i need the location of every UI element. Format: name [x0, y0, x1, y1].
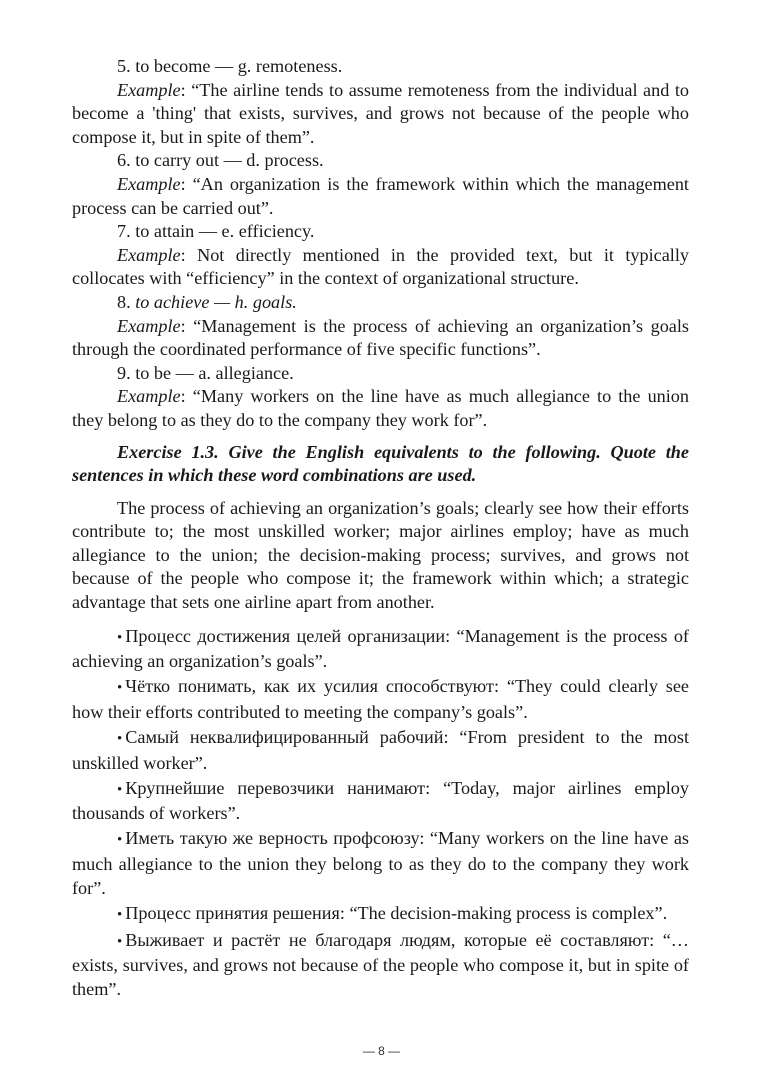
list-item-text: Самый неквалифицированный рабочий: “From president to the most unskilled worker”. — [72, 727, 689, 773]
example-6 — [72, 173, 689, 220]
list-item-text: Иметь такую же верность профсоюзу: “Many workers on the line have as much allegiance to the union they belong to as they do to the company they work for”. — [72, 828, 689, 898]
example-9 — [72, 385, 689, 432]
list-item — [72, 726, 689, 775]
list-item — [72, 675, 689, 724]
example-text: : Not directly mentioned in the provided text, but it typically collocates with “efficiency” in the context of organizational structure. — [72, 244, 689, 289]
example-label: Example — [117, 244, 181, 265]
exercise-heading: Exercise 1.3. Give the English equivalents to the following. Quote the sentences in which these word combinations are used. — [72, 441, 689, 486]
page-content — [72, 55, 689, 1003]
pair-9: 9. to be — a. allegiance. — [117, 362, 294, 383]
example-label: Example — [117, 386, 181, 407]
bullet-icon: • — [117, 781, 123, 798]
pair-5: 5. to become — g. remoteness. — [117, 56, 343, 76]
bullet-icon: • — [117, 731, 123, 748]
bullet-icon: • — [117, 832, 123, 849]
list-item-text: Процесс принятия решения: “The decision-making process is complex”. — [125, 902, 668, 923]
list-item — [72, 902, 689, 928]
page-number: — 8 — — [362, 1044, 401, 1058]
list-item — [72, 827, 689, 900]
example-label: Example — [117, 315, 181, 336]
example-text: : “An organization is the framework within which the management process can be carried out”. — [72, 173, 689, 218]
list-item — [72, 929, 689, 1002]
pair-italic-text: to achieve — h. goals. — [135, 291, 297, 312]
bullet-icon: • — [117, 680, 123, 697]
example-7 — [72, 244, 689, 291]
example-8 — [72, 315, 689, 362]
list-item-text: Процесс достижения целей организации: “Management is the process of achieving an organization’s goals”. — [72, 625, 689, 672]
list-item — [72, 625, 689, 674]
bullet-icon: • — [117, 629, 123, 646]
list-item-text: Чётко понимать, как их усилия способствуют: “They could clearly see how their efforts contributed to meeting the company’s goals”. — [72, 676, 689, 722]
list-item-text: Крупнейшие перевозчики нанимают: “Today, major airlines employ thousands of workers”. — [72, 777, 689, 824]
list-item — [72, 777, 689, 826]
example-5 — [72, 79, 689, 150]
pair-8 — [72, 291, 689, 315]
bullet-icon: • — [117, 933, 123, 950]
pair-7: 7. to attain — e. efficiency. — [117, 221, 315, 242]
bullet-icon: • — [117, 906, 123, 923]
example-label: Example — [117, 173, 181, 194]
example-text: : “Management is the process of achieving an organization’s goals through the coordinated performance of five specific functions”. — [72, 315, 689, 360]
example-text: : “Many workers on the line have as much allegiance to the union they belong to as they do to the company they work for”. — [72, 386, 689, 430]
example-text: : “The airline tends to assume remoteness from the individual and to become a 'thing' that exists, survives, and grows not because of the people who compose it, but in spite of them”. — [72, 79, 689, 147]
pair-number: 8. — [117, 291, 136, 312]
example-label: Example — [117, 79, 181, 100]
answer-list — [72, 625, 689, 1002]
exercise-body: The process of achieving an organization’s goals; clearly see how their efforts contribute to; the most unskilled worker; major airlines employ; have as much allegiance to the union; the decision-making process; survives, and grows not because of the people who compose it; the framework within which; a strategic advantage that sets one airline apart from another. — [72, 497, 689, 613]
list-item-text: Выживает и растёт не благодаря людям, которые её составляют: “…exists, survives, and grows not because of the people who compose it, but in spite of them”. — [72, 929, 689, 999]
pair-6: 6. to carry out — d. process. — [117, 150, 324, 171]
